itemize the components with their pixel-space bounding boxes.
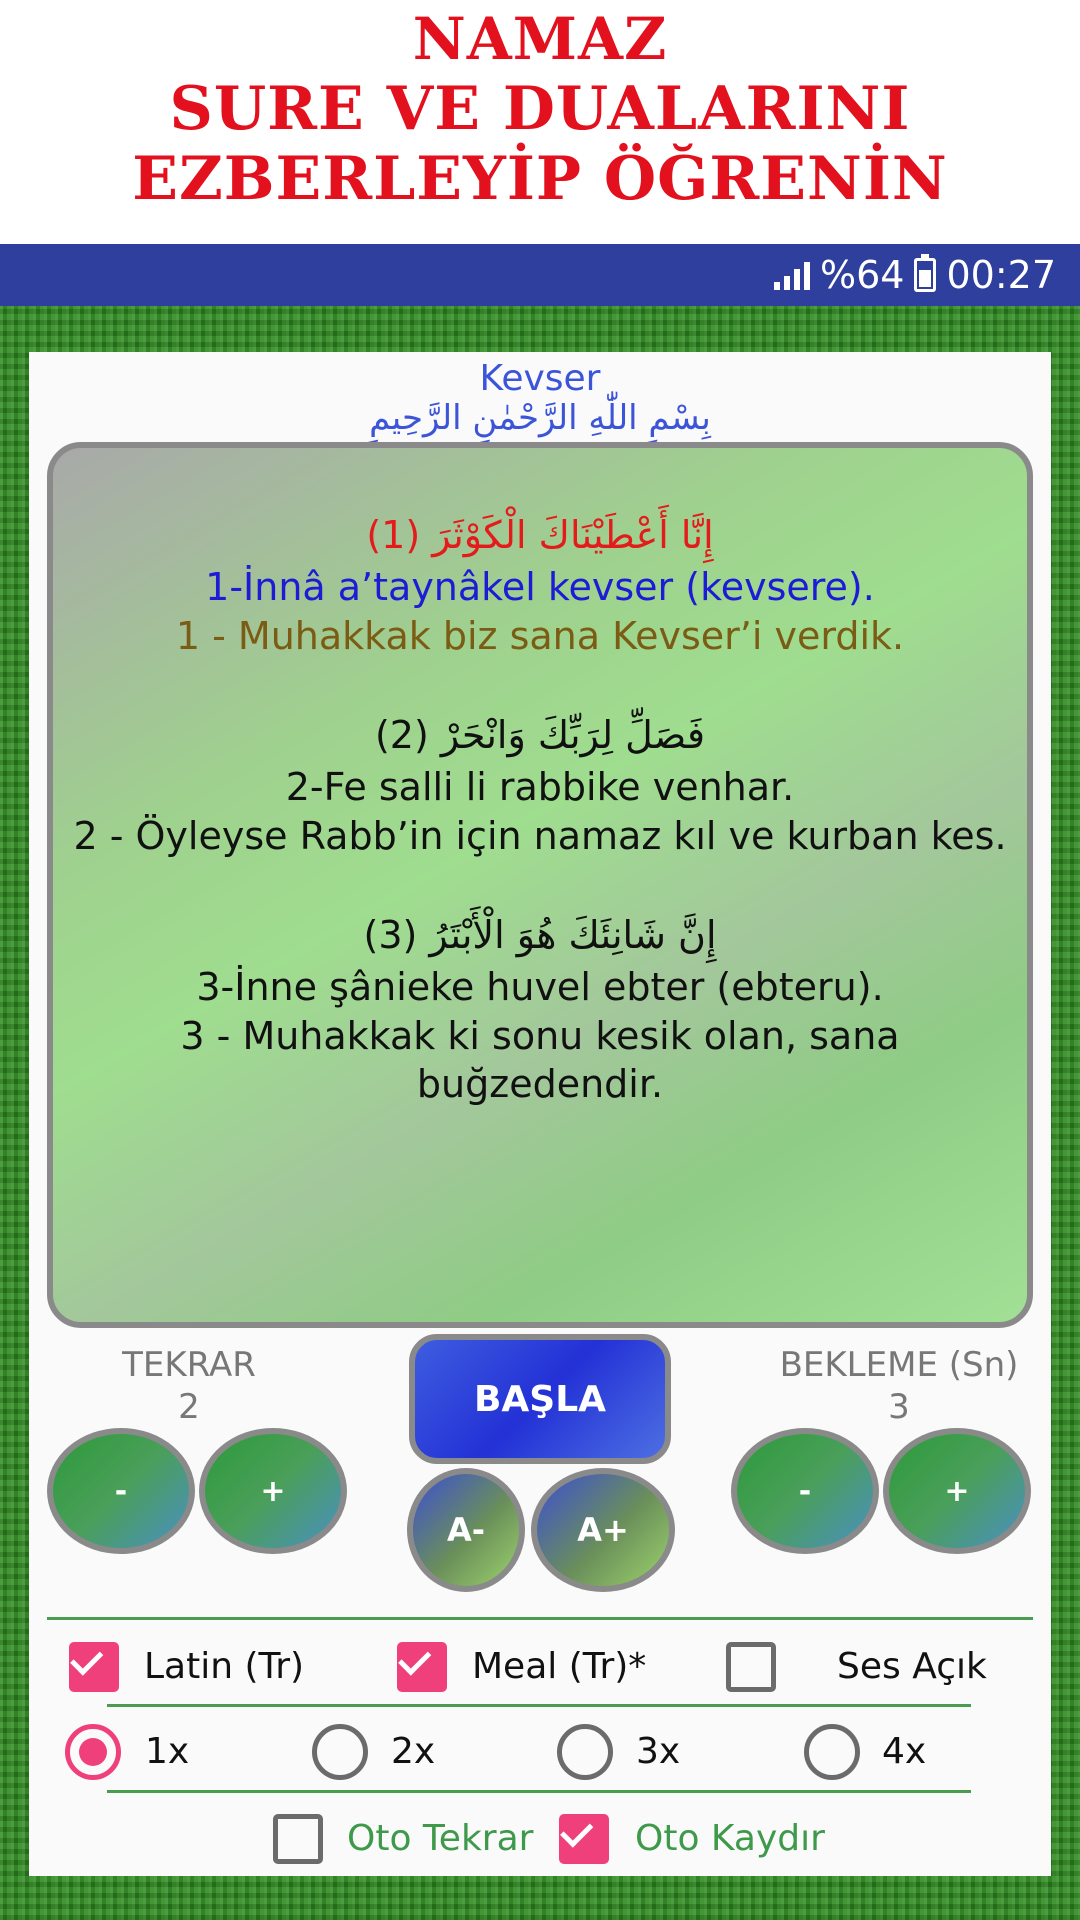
verse-3-latin: 3-İnne şânieke huvel ebter (ebteru). (196, 965, 884, 1009)
main-panel (29, 352, 1051, 1876)
verse-2-arabic: فَصَلِّ لِرَبِّكَ وَانْحَرْ (2) (374, 713, 706, 757)
verse-1-latin: 1-İnnâ a’taynâkel kevser (kevsere). (205, 565, 875, 609)
verse-1-meal: 1 - Muhakkak biz sana Kevser’i verdik. (175, 614, 905, 658)
status-bar (0, 244, 1080, 306)
font-smaller-button[interactable]: A- (407, 1468, 525, 1592)
verse-2-latin: 2-Fe salli li rabbike venhar. (285, 765, 795, 809)
wait-label: BEKLEME (Sn) (779, 1345, 1019, 1385)
banner-line-2: SURE VE DUALARINI (169, 74, 911, 144)
speed-2x-label: 2x (391, 1731, 436, 1772)
latin-checkbox[interactable] (69, 1642, 119, 1692)
battery-icon (914, 258, 936, 292)
promo-banner (0, 0, 1080, 244)
auto-scroll-label: Oto Kaydır (635, 1818, 825, 1859)
speed-1x-radio[interactable] (65, 1724, 121, 1780)
verse-3-meal: 3 - Muhakkak ki sonu kesik olan, sana buğzedendir. (180, 1014, 900, 1106)
speed-3x-label: 3x (636, 1731, 681, 1772)
auto-repeat-checkbox[interactable] (273, 1814, 323, 1864)
banner-line-3: EZBERLEYİP ÖĞRENİN (132, 144, 948, 214)
speed-2x-radio[interactable] (312, 1724, 368, 1780)
speed-4x-label: 4x (882, 1731, 927, 1772)
divider (107, 1704, 971, 1707)
meal-label: Meal (Tr)* (472, 1646, 647, 1687)
meal-checkbox[interactable] (397, 1642, 447, 1692)
speed-1x-label: 1x (145, 1731, 190, 1772)
auto-repeat-label: Oto Tekrar (347, 1818, 534, 1859)
verse-3-arabic: إِنَّ شَانِئَكَ هُوَ الْأَبْتَرُ (3) (363, 913, 717, 957)
repeat-label: TEKRAR (122, 1345, 256, 1385)
divider (47, 1617, 1033, 1620)
start-button[interactable]: BAŞLA (409, 1334, 671, 1464)
wait-plus-button[interactable]: + (883, 1428, 1031, 1554)
battery-percent: %64 (820, 253, 905, 297)
speed-3x-radio[interactable] (557, 1724, 613, 1780)
sura-title: Kevser (479, 358, 601, 399)
latin-label: Latin (Tr) (144, 1646, 305, 1687)
clock: 00:27 (946, 253, 1056, 297)
speed-4x-radio[interactable] (804, 1724, 860, 1780)
divider (107, 1790, 971, 1793)
wait-minus-button[interactable]: - (731, 1428, 879, 1554)
banner-line-1: NAMAZ (412, 5, 668, 73)
basmala: بِسْمِ اللّٰهِ الرَّحْمٰنِ الرَّحِيمِ (369, 398, 711, 438)
verse-1-arabic: إِنَّا أَعْطَيْنَاكَ الْكَوْثَرَ (1) (366, 513, 714, 557)
verse-2-meal: 2 - Öyleyse Rabb’in için namaz kıl ve kurban kes. (73, 814, 1007, 858)
repeat-minus-button[interactable]: - (47, 1428, 195, 1554)
verse-card[interactable] (47, 442, 1033, 1328)
sound-label: Ses Açık (837, 1646, 987, 1687)
font-larger-button[interactable]: A+ (531, 1468, 675, 1592)
sound-checkbox[interactable] (726, 1642, 776, 1692)
signal-icon (774, 260, 810, 290)
repeat-value: 2 (178, 1387, 200, 1427)
wait-value: 3 (888, 1387, 910, 1427)
auto-scroll-checkbox[interactable] (559, 1814, 609, 1864)
repeat-plus-button[interactable]: + (199, 1428, 347, 1554)
